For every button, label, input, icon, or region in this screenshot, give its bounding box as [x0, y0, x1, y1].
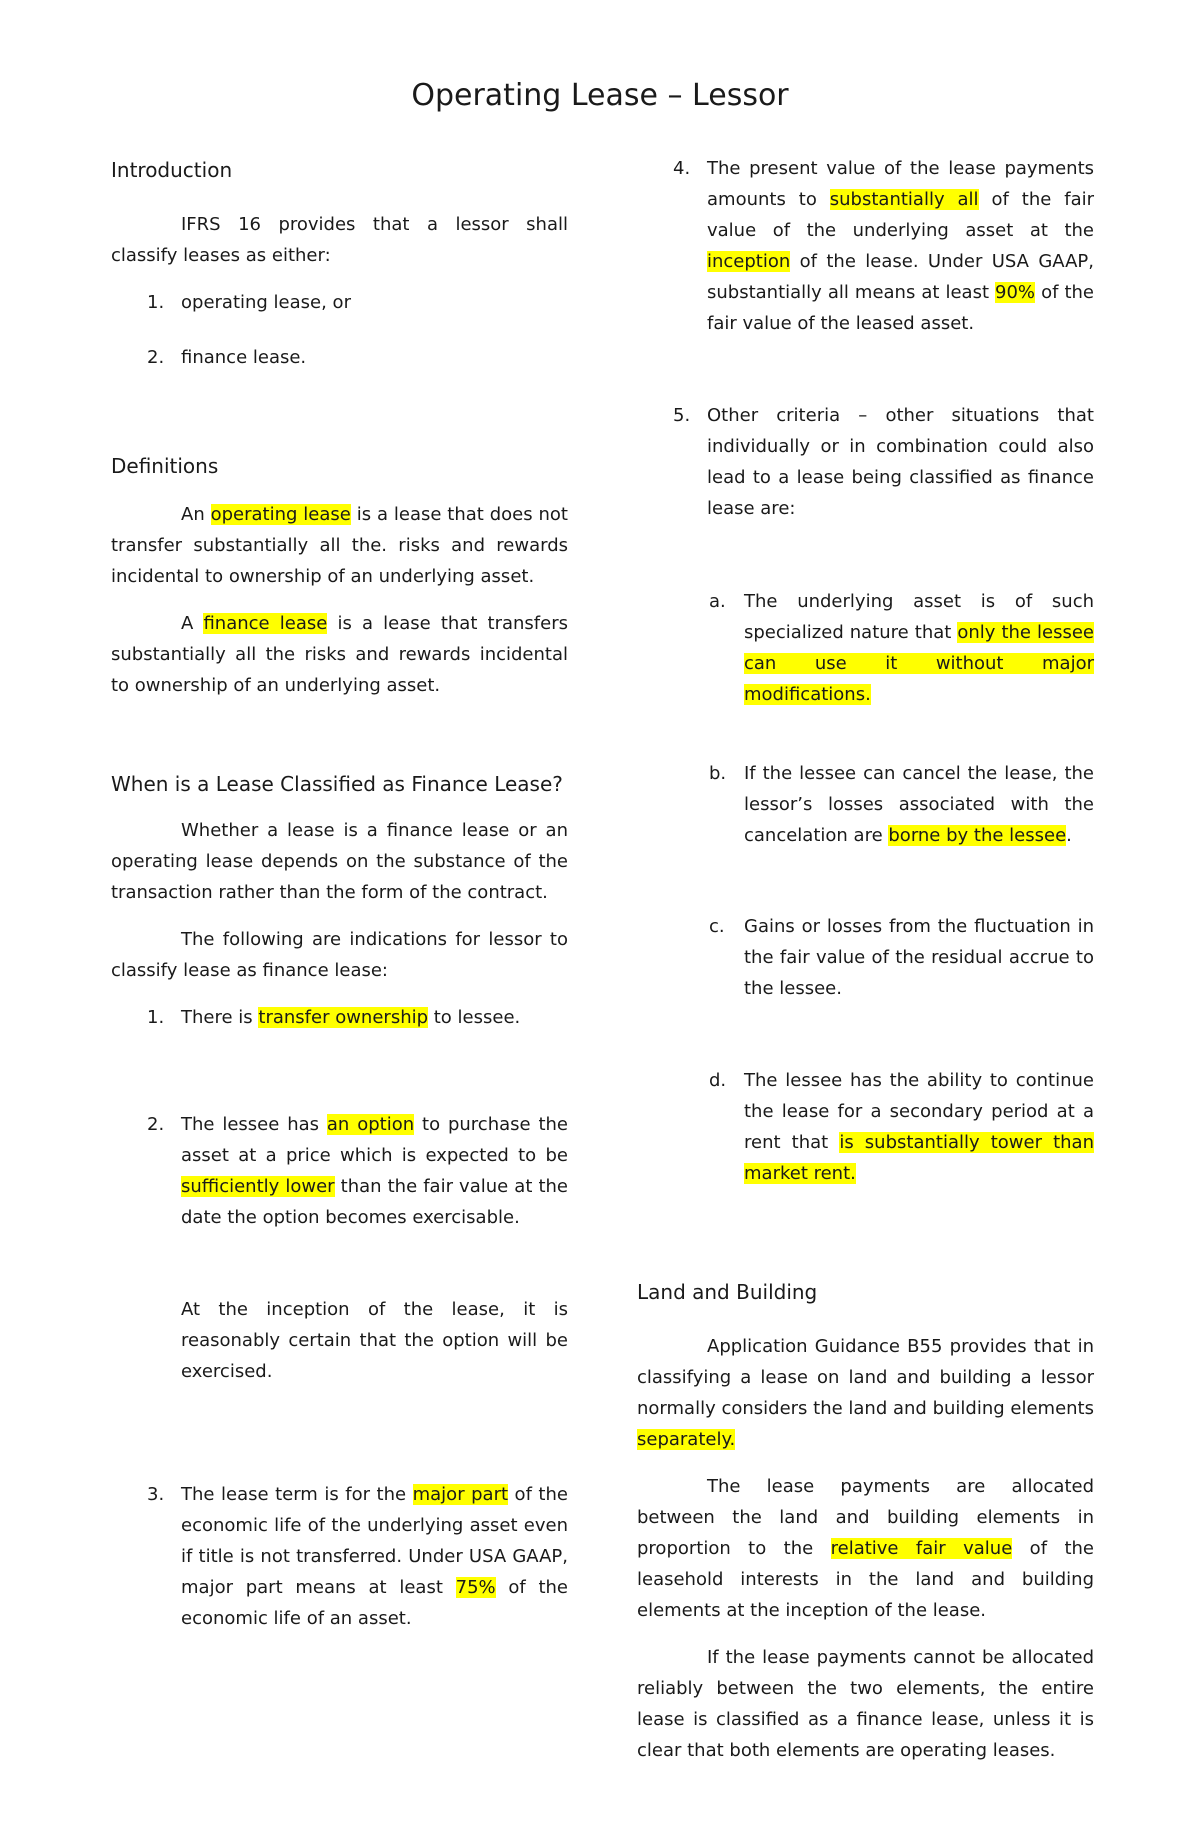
land-paragraph-3: If the lease payments cannot be allocated reliably between the two elements, the entire lease is classified as a finance lease, unless it is clear that both elements are operating leases.: [637, 1647, 1094, 1761]
section-heading-definitions: Definitions: [111, 454, 219, 478]
section-heading-land-building: Land and Building: [637, 1280, 818, 1304]
highlight: 75%: [455, 1577, 496, 1598]
list-item: 1. operating lease, or: [147, 292, 351, 313]
when-paragraph-2: The following are indications for lessor to classify lease as finance lease:: [111, 929, 568, 981]
list-item: 3. The lease term is for the major part of the economic life of the underlying asset even if title is not transferred. Under USA GAAP, major part means at least 75% of the economic life of an asset.: [147, 1484, 568, 1629]
option-subparagraph: At the inception of the lease, it is reasonably certain that the option will be exercised.: [181, 1299, 568, 1382]
list-item: c. Gains or losses from the fluctuation in the fair value of the residual accrue to the lessee.: [709, 916, 1094, 999]
list-item: 5. Other criteria – other situations that individually or in combination could also lead to a lease being classified as finance lease are:: [673, 405, 1094, 519]
right-column: [637, 155, 1094, 1766]
highlight: borne by the lessee: [888, 825, 1067, 846]
highlight: transfer ownership: [258, 1007, 429, 1028]
highlight: an option: [326, 1114, 415, 1135]
other-criteria-list: [637, 586, 1094, 1189]
intro-list: [111, 287, 568, 373]
land-paragraph-2: The lease payments are allocated between the land and building elements in proportion to the relative fair value of the leasehold interests in the land and building elements at the inception of the lease.: [637, 1476, 1094, 1621]
list-item: d. The lessee has the ability to continue the lease for a secondary period at a rent that is substantially tower than market rent.: [709, 1070, 1095, 1184]
left-column: [111, 155, 568, 1634]
criteria-list-left: [111, 1002, 568, 1233]
highlight: only the lessee can use it without major modifications.: [744, 622, 1094, 705]
when-paragraph-1: Whether a lease is a finance lease or an operating lease depends on the substance of the transaction rather than the form of the contract.: [111, 820, 568, 903]
highlight: 90%: [995, 282, 1036, 303]
highlight: sufficiently lower: [181, 1176, 335, 1197]
highlight: separately.: [637, 1429, 736, 1450]
highlight: relative fair value: [830, 1538, 1013, 1559]
list-item: 2. finance lease.: [147, 347, 307, 368]
highlight: substantially all: [829, 189, 979, 210]
highlight: is substantially tower than market rent.: [744, 1132, 1095, 1184]
land-paragraph-1: Application Guidance B55 provides that in classifying a lease on land and building a lessor normally considers the land and building elements separately.: [637, 1336, 1094, 1450]
section-heading-when-classified: When is a Lease Classified as Finance Lease?: [111, 772, 563, 796]
page-title: Operating Lease – Lessor: [411, 78, 789, 113]
list-item: 1. There is transfer ownership to lessee.: [147, 1007, 521, 1028]
definition-operating-lease: An operating lease is a lease that does not transfer substantially all the. risks and rewards incidental to ownership of an underlying asset.: [111, 504, 568, 587]
section-heading-introduction: Introduction: [111, 158, 233, 182]
list-item: b. If the lessee can cancel the lease, the lessor’s losses associated with the cancelation are borne by the lessee.: [709, 763, 1094, 846]
highlight: operating lease: [210, 504, 351, 525]
criteria-list-left-3: [111, 1479, 568, 1634]
list-item: 4. The present value of the lease payments amounts to substantially all of the fair value of the underlying asset at the inception of the lease. Under USA GAAP, substantially all means at least 90% of the fair value of the leased asset.: [673, 158, 1095, 334]
highlight: inception: [707, 251, 791, 272]
intro-paragraph: IFRS 16 provides that a lessor shall classify leases as either:: [111, 214, 568, 266]
list-item: a. The underlying asset is of such specialized nature that only the lessee can use it without major modifications.: [709, 591, 1094, 705]
criteria-list-right: [637, 153, 1094, 524]
highlight: major part: [412, 1484, 509, 1505]
list-item: 2. The lessee has an option to purchase the asset at a price which is expected to be sufficiently lower than the fair value at the date the option becomes exercisable.: [147, 1114, 568, 1228]
highlight: finance lease: [203, 613, 328, 634]
definition-finance-lease: A finance lease is a lease that transfers substantially all the risks and rewards incidental to ownership of an underlying asset.: [111, 613, 568, 696]
